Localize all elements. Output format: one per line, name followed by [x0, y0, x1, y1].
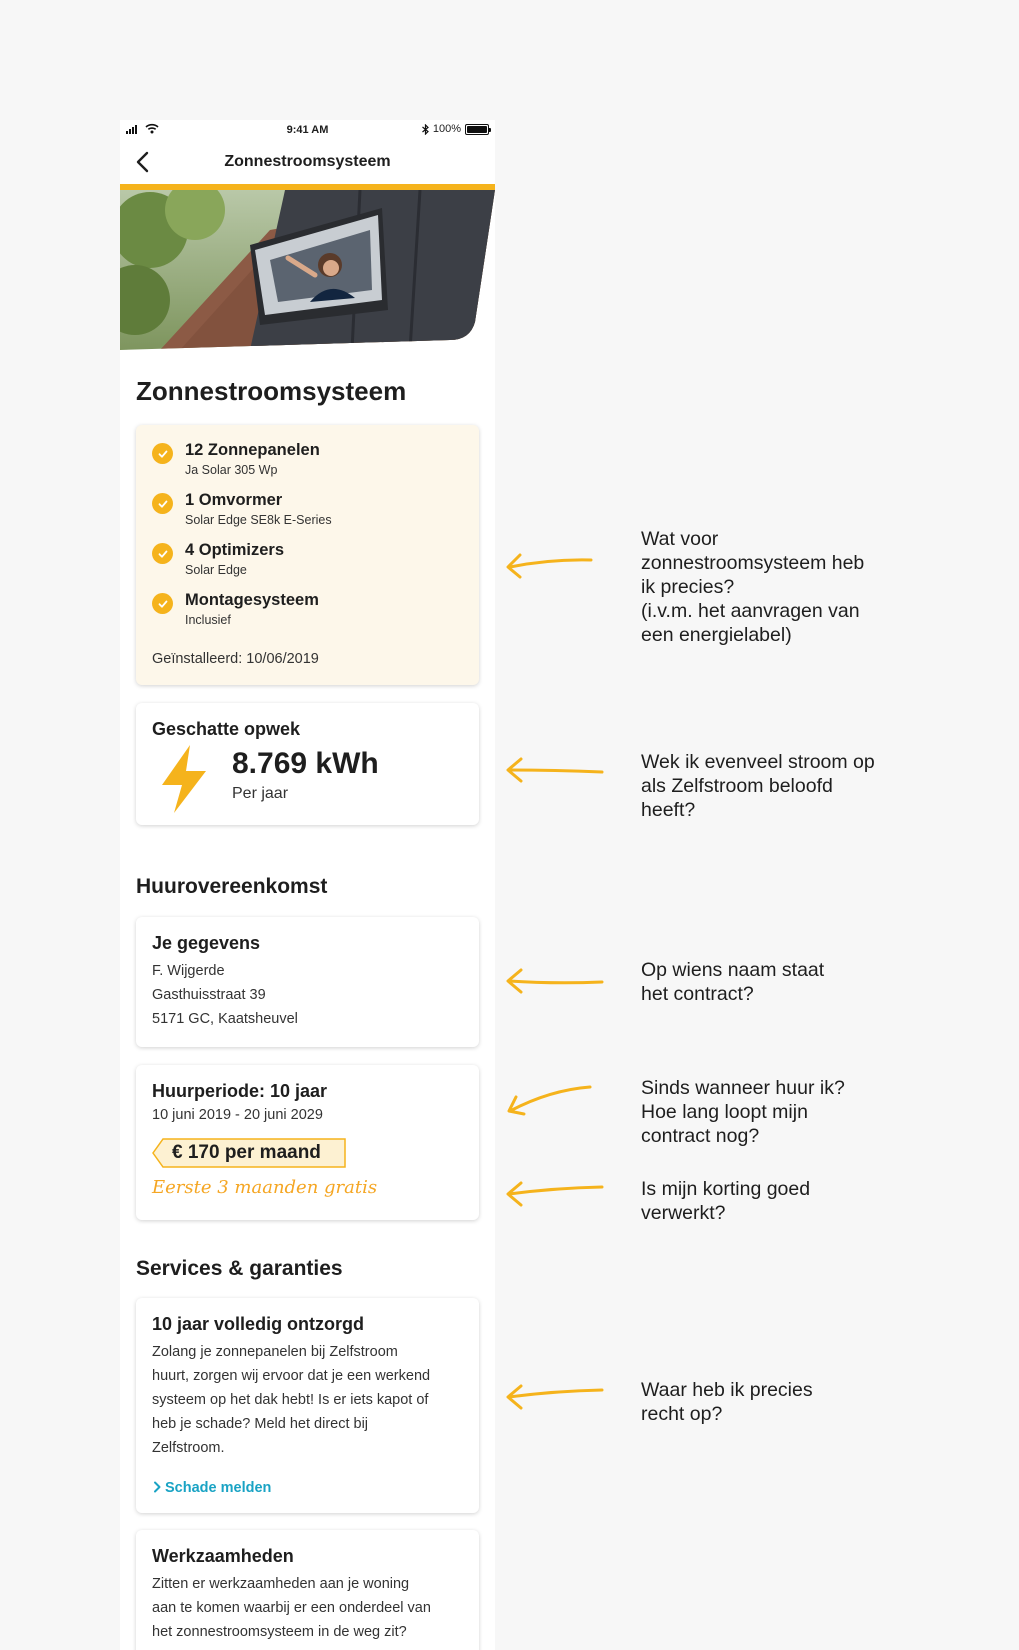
annotation-discount [641, 1177, 941, 1225]
spec-detail: Inclusief [185, 613, 231, 627]
customer-city: 5171 GC, Kaatsheuvel [152, 1011, 298, 1027]
status-bar [120, 120, 495, 140]
annotation-line: Hoe lang loopt mijn [641, 1101, 808, 1123]
annotation-system [641, 527, 941, 647]
lightning-icon [160, 745, 208, 813]
annotation-line: verwerkt? [641, 1202, 726, 1224]
annotation-services [641, 1378, 941, 1426]
annotation-line: (i.v.m. het aanvragen van [641, 600, 860, 622]
annotation-yield [641, 750, 941, 822]
yield-unit: Per jaar [232, 785, 289, 802]
hero-photo-solar-roof [120, 190, 495, 350]
annotation-arrow-icon [500, 962, 610, 1002]
spec-name: 12 Zonnepanelen [185, 441, 320, 459]
annotation-line: Waar heb ik precies [641, 1379, 813, 1401]
annotation-line: zonnestroomsysteem heb [641, 552, 865, 574]
discount-note: Eerste 3 maanden gratis [152, 1177, 378, 1198]
rental-period-card [136, 1065, 479, 1220]
annotation-line: Is mijn korting goed [641, 1178, 811, 1200]
report-damage-link[interactable] [152, 1480, 271, 1496]
spec-item [152, 589, 332, 639]
annotation-arrow-icon [500, 1080, 600, 1120]
annotation-line: heeft? [641, 799, 696, 821]
annotation-line: Wat voor [641, 528, 719, 550]
battery-icon [465, 124, 489, 135]
report-damage-label: Schade melden [165, 1480, 272, 1496]
spec-detail: Solar Edge [185, 563, 247, 577]
care-line: heb je schade? Meld het direct bij [152, 1416, 369, 1432]
annotation-arrow-icon [500, 751, 610, 791]
annotation-arrow-icon [500, 1173, 610, 1213]
annotation-line: Op wiens naam staat [641, 959, 825, 981]
annotation-contract-name [641, 958, 941, 1006]
care-line: Zelfstroom. [152, 1440, 225, 1456]
annotation-line: als Zelfstroom beloofd [641, 775, 833, 797]
page-title: Zonnestroomsysteem [136, 376, 407, 406]
chevron-right-icon [152, 1481, 162, 1493]
check-icon [152, 493, 173, 514]
spec-name: 4 Optimizers [185, 541, 285, 559]
annotation-period [641, 1076, 941, 1148]
phone-screen [120, 120, 495, 1650]
monthly-price: € 170 per maand [172, 1142, 321, 1163]
battery-percent: 100% [432, 123, 461, 135]
yield-title: Geschatte opwek [152, 719, 301, 739]
period-dates: 10 juni 2019 - 20 juni 2029 [152, 1107, 323, 1123]
annotation-arrow-icon [500, 1376, 610, 1416]
works-description [152, 1572, 431, 1644]
care-line: systeem op het dak hebt! Is er iets kapot of [152, 1392, 429, 1408]
care-line: huurt, zorgen wij ervoor dat je een werkend [152, 1368, 431, 1384]
works-line: aan te komen waarbij er een onderdeel van [152, 1600, 431, 1616]
annotation-line: het contract? [641, 983, 754, 1005]
details-title: Je gegevens [152, 933, 261, 953]
works-line: het zonnestroomsysteem in de weg zit? [152, 1624, 407, 1640]
rental-heading: Huurovereenkomst [136, 875, 328, 898]
spec-item [152, 489, 332, 539]
check-icon [152, 593, 173, 614]
works-title: Werkzaamheden [152, 1546, 294, 1566]
annotation-line: Sinds wanneer huur ik? [641, 1077, 845, 1099]
care-title: 10 jaar volledig ontzorgd [152, 1314, 365, 1334]
yield-value: 8.769 kWh [232, 747, 379, 780]
spec-name: 1 Omvormer [185, 491, 283, 509]
care-line: Zolang je zonnepanelen bij Zelfstroom [152, 1344, 398, 1360]
works-card [136, 1530, 479, 1650]
works-line: Zitten er werkzaamheden aan je woning [152, 1576, 410, 1592]
nav-title: Zonnestroomsysteem [224, 153, 391, 170]
customer-street: Gasthuisstraat 39 [152, 987, 266, 1003]
care-card [136, 1298, 479, 1513]
spec-detail: Ja Solar 305 Wp [185, 463, 278, 477]
status-time: 9:41 AM [286, 124, 329, 136]
installed-date: Geïnstalleerd: 10/06/2019 [152, 651, 319, 667]
spec-detail: Solar Edge SE8k E-Series [185, 513, 332, 527]
annotation-line: Wek ik evenveel stroom op [641, 751, 875, 773]
nav-bar [120, 140, 495, 184]
annotation-line: contract nog? [641, 1125, 760, 1147]
care-description [152, 1340, 430, 1460]
estimated-yield-card [136, 703, 479, 825]
annotation-line: een energielabel) [641, 624, 792, 646]
spec-name: Montagesysteem [185, 591, 319, 609]
check-icon [152, 443, 173, 464]
annotation-line: ik precies? [641, 576, 735, 598]
annotation-arrow-icon [500, 545, 600, 585]
bluetooth-icon [422, 124, 429, 135]
spec-item [152, 439, 332, 489]
period-title: Huurperiode: 10 jaar [152, 1081, 328, 1101]
spec-item [152, 539, 332, 589]
services-heading: Services & garanties [136, 1257, 343, 1280]
system-specs-card [136, 425, 479, 685]
your-details-card [136, 917, 479, 1047]
customer-name: F. Wijgerde [152, 963, 225, 979]
check-icon [152, 543, 173, 564]
annotation-line: recht op? [641, 1403, 723, 1425]
